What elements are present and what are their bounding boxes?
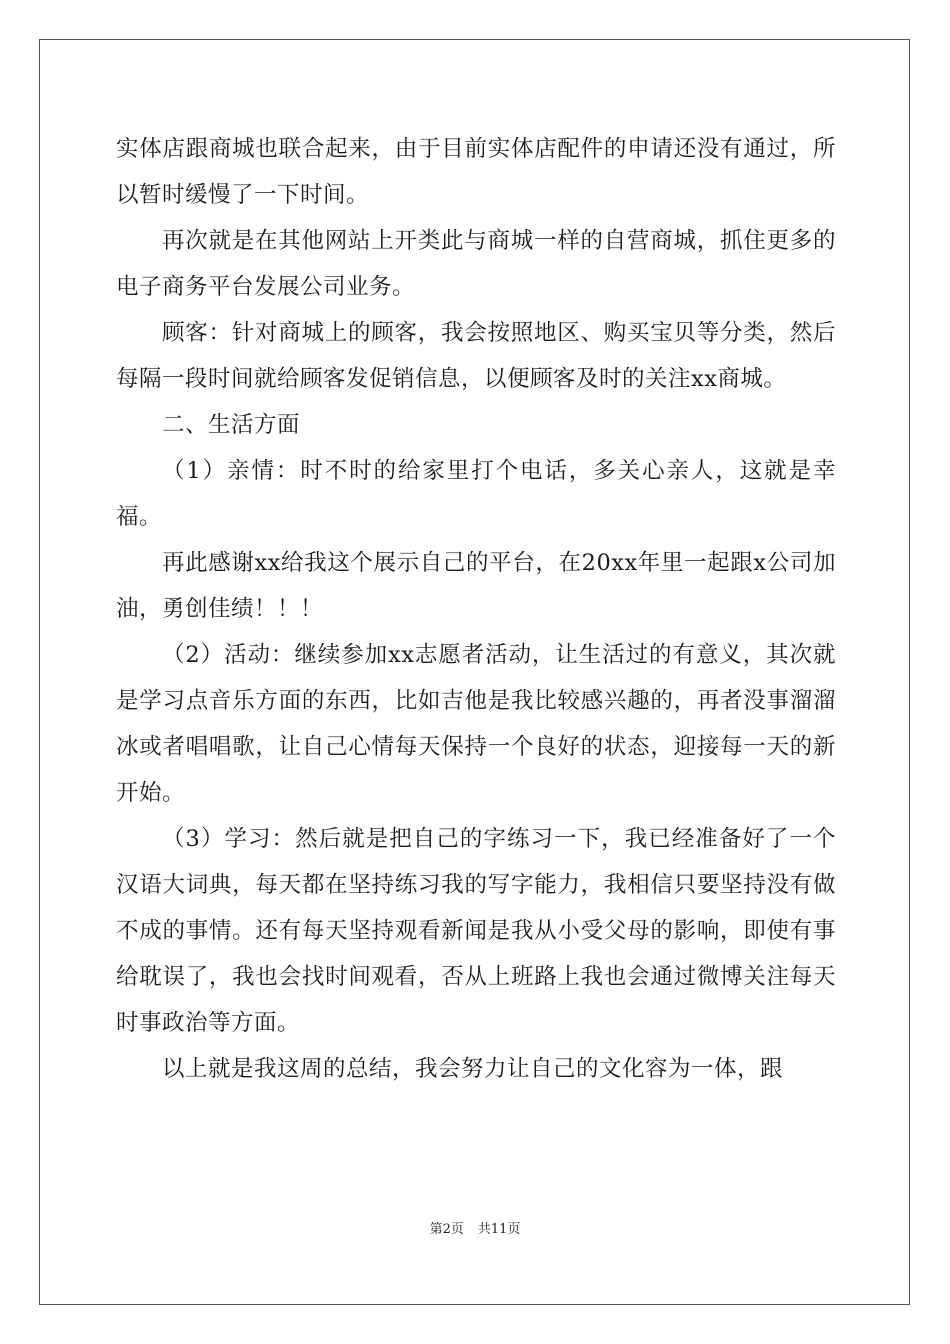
paragraph: 再此感谢xx给我这个展示自己的平台，在20xx年里一起跟x公司加油，勇创佳绩！！！ bbox=[116, 550, 836, 622]
paragraph: 再次就是在其他网站上开类此与商城一样的自营商城，抓住更多的电子商务平台发展公司业务。 bbox=[116, 228, 836, 300]
paragraph: 顾客：针对商城上的顾客，我会按照地区、购买宝贝等分类，然后每隔一段时间就给顾客发促销信息，以便顾客及时的关注xx商城。 bbox=[116, 320, 836, 392]
paragraph: 实体店跟商城也联合起来，由于目前实体店配件的申请还没有通过，所以暂时缓慢了一下时间。 bbox=[116, 136, 836, 208]
page-footer bbox=[0, 1218, 950, 1237]
page-total: 共11页 bbox=[477, 1222, 521, 1237]
section-heading: 二、生活方面 bbox=[162, 412, 301, 438]
paragraph: （3）学习：然后就是把自己的字练习一下，我已经准备好了一个汉语大词典，每天都在坚持练习我的写字能力，我相信只要坚持没有做不成的事情。还有每天坚持观看新闻是我从小受父母的影响，即使有事给耽误了，我也会找时间观看，否从上班路上我也会通过微博关注每天时事政治等方面。 bbox=[116, 826, 836, 1036]
page-number: 第2页 bbox=[429, 1222, 464, 1237]
paragraph: （2）活动：继续参加xx志愿者活动，让生活过的有意义，其次就是学习点音乐方面的东西，比如吉他是我比较感兴趣的，再者没事溜溜冰或者唱唱歌，让自己心情每天保持一个良好的状态，迎接每一天的新开始。 bbox=[116, 642, 836, 806]
paragraph: （1）亲情：时不时的给家里打个电话，多关心亲人，这就是幸福。 bbox=[116, 458, 836, 530]
paragraph: 以上就是我这周的总结，我会努力让自己的文化容为一体，跟 bbox=[162, 1056, 784, 1082]
document-body bbox=[116, 126, 836, 1092]
